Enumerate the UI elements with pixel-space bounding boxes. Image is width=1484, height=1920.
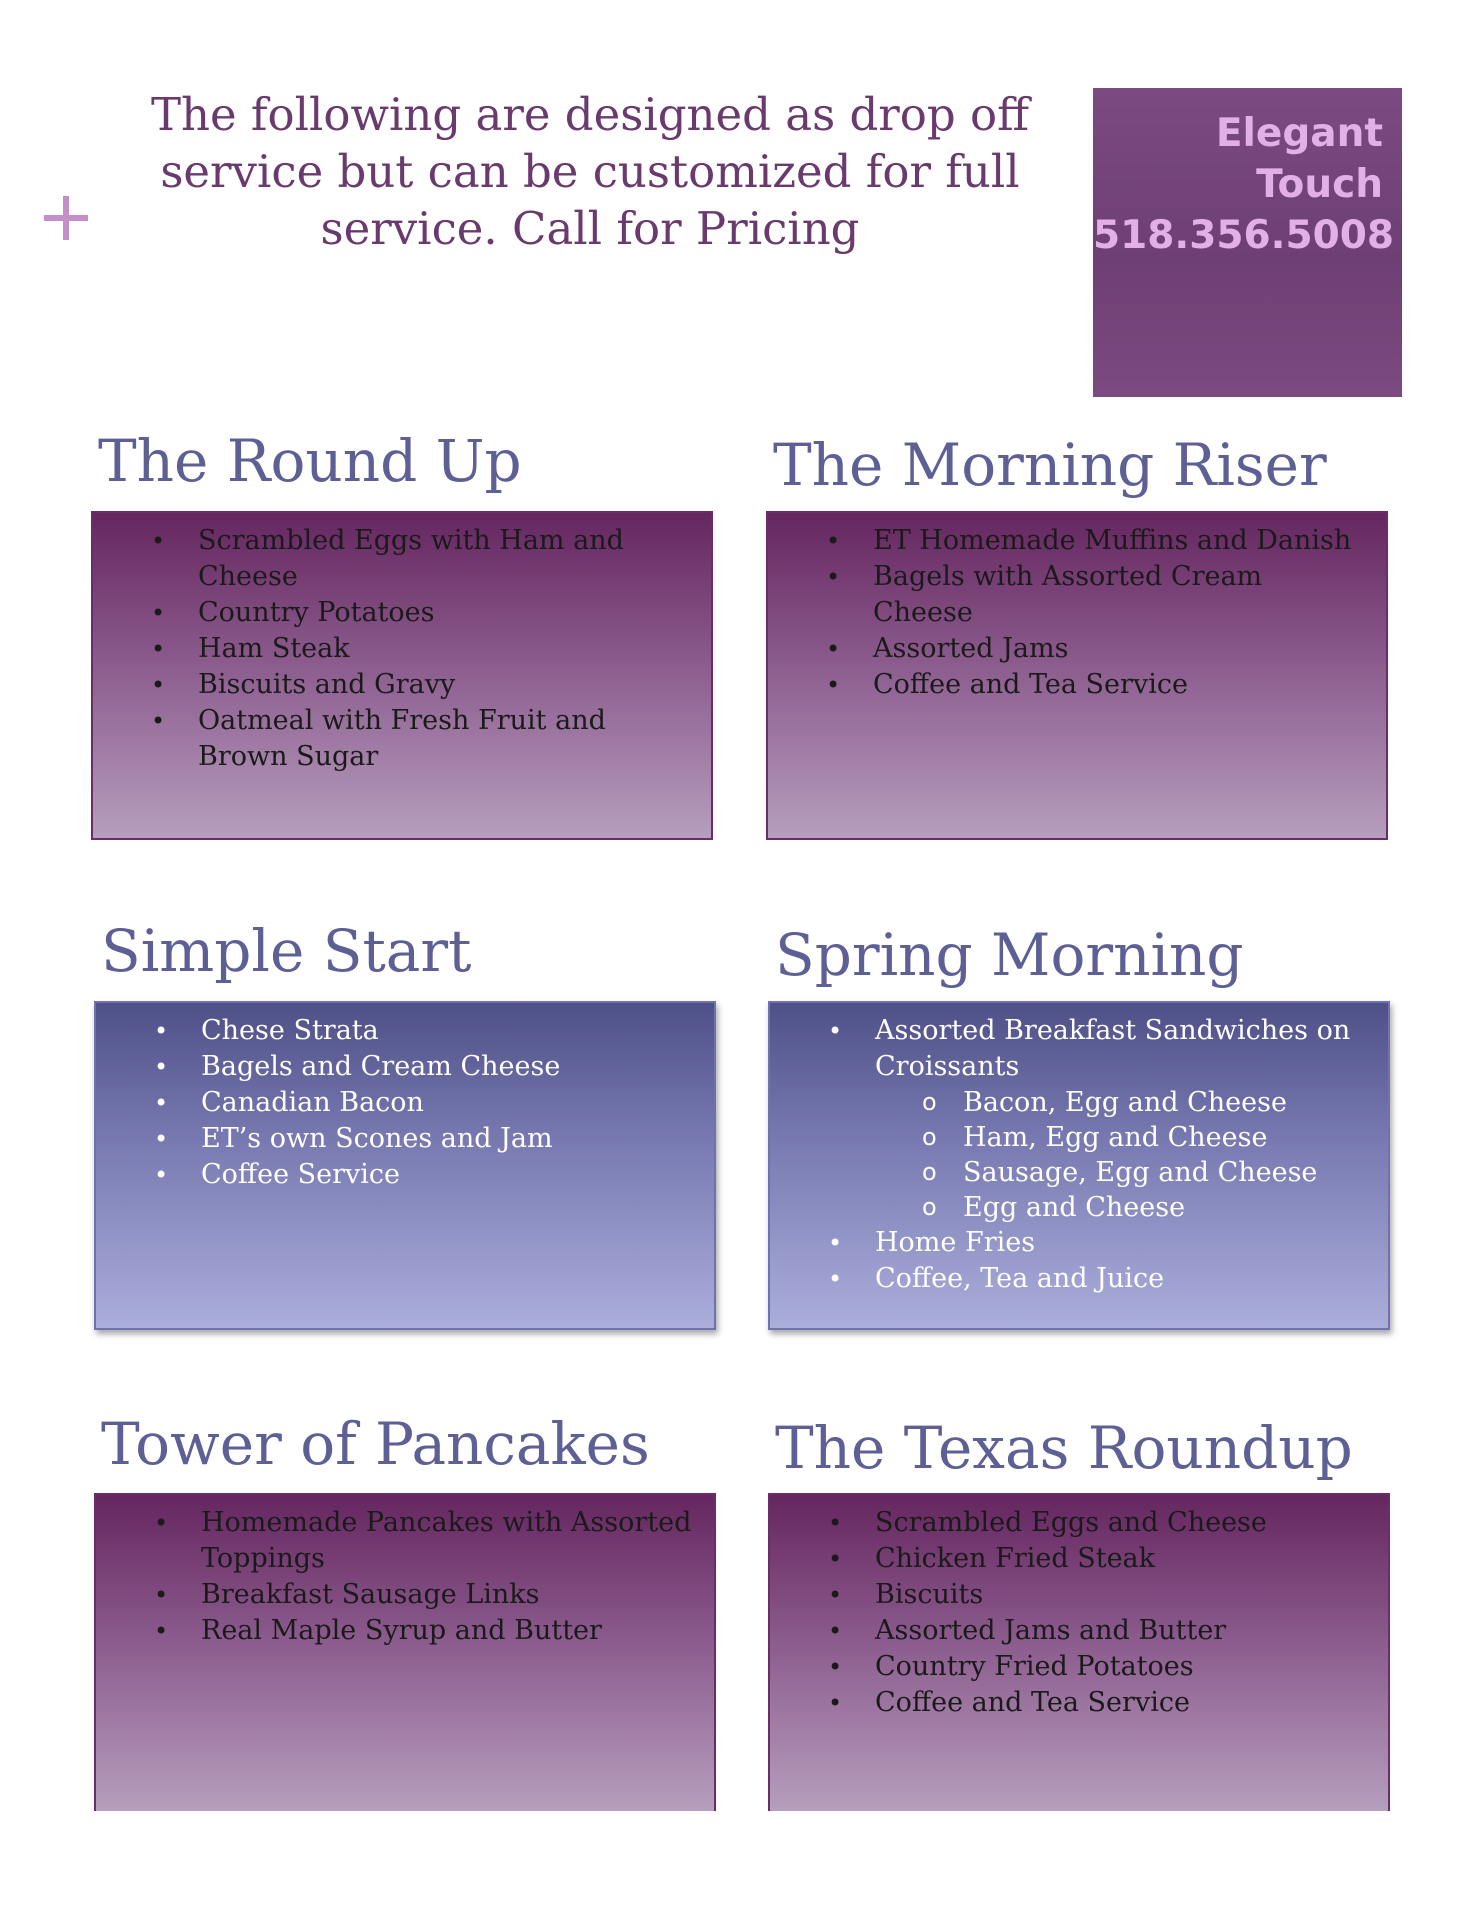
menu-item [770,1013,1368,1085]
bullet-icon: • [828,1653,843,1681]
bullet-icon: • [151,527,166,555]
bullet-icon: • [154,1089,169,1117]
menu-box-round-up [91,511,713,840]
bullet-icon: • [154,1509,169,1537]
menu-item-label: ET Homemade Muffins and Danish [873,525,1352,556]
menu-item [93,667,691,703]
menu-item-label: Biscuits and Gravy [198,669,456,700]
intro-line: service but can be customized for full [160,145,1020,198]
bullet-icon: • [154,1053,169,1081]
section-title-morning-riser: The Morning Riser [773,431,1327,499]
brand-box [1093,88,1402,397]
bullet-icon: • [151,671,166,699]
menu-item-label: ET’s own Scones and Jam [201,1123,553,1154]
menu-sub-item-label: Ham, Egg and Cheese [963,1122,1268,1153]
bullet-icon: • [828,1689,843,1717]
menu-sub-item-label: Sausage, Egg and Cheese [963,1157,1318,1188]
menu-item [768,631,1366,667]
intro-line: The following are designed as drop off [150,88,1030,141]
menu-item-label: Homemade Pancakes with Assorted Toppings [201,1507,692,1574]
menu-item [770,1649,1368,1685]
bullet-icon: • [828,1617,843,1645]
menu-box-morning-riser [766,511,1388,840]
menu-item [93,523,691,595]
menu-item-label: Assorted Breakfast Sandwiches on Croissants [875,1015,1351,1082]
section-title-texas-roundup: The Texas Roundup [775,1414,1353,1482]
menu-item [96,1049,694,1085]
menu-item [770,1505,1368,1541]
menu-box-tower-pancakes [94,1493,716,1811]
menu-item-label: Country Fried Potatoes [875,1651,1194,1682]
intro-line: service. Call for Pricing [320,202,860,255]
section-title-tower-pancakes: Tower of Pancakes [101,1410,650,1478]
menu-item-label: Canadian Bacon [201,1087,424,1118]
menu-item [770,1261,1368,1297]
menu-list [93,523,691,775]
menu-box-spring-morning [768,1001,1390,1330]
bullet-icon: • [151,635,166,663]
menu-sub-item [770,1120,1368,1155]
bullet-icon: • [154,1617,169,1645]
bullet-icon: • [828,1545,843,1573]
bullet-icon: • [826,527,841,555]
menu-list [770,1013,1368,1297]
menu-item-label: Chicken Fried Steak [875,1543,1156,1574]
menu-item [770,1577,1368,1613]
sub-bullet-icon: o [922,1193,937,1221]
menu-item [96,1121,694,1157]
menu-item [770,1225,1368,1261]
menu-item [770,1613,1368,1649]
bullet-icon: • [154,1581,169,1609]
menu-item [96,1505,694,1577]
menu-item [93,703,691,775]
menu-item-label: Bagels and Cream Cheese [201,1051,561,1082]
menu-item [768,559,1366,631]
bullet-icon: • [828,1509,843,1537]
menu-item-label: Chese Strata [201,1015,379,1046]
menu-item [96,1157,694,1193]
menu-item-label: Home Fries [875,1227,1036,1258]
section-title-round-up: The Round Up [98,427,522,495]
menu-sub-item [770,1155,1368,1190]
menu-item-label: Assorted Jams [873,633,1069,664]
menu-item-label: Scrambled Eggs with Ham and Cheese [198,525,624,592]
menu-list [96,1505,694,1649]
menu-item-label: Country Potatoes [198,597,435,628]
bullet-icon: • [828,1265,843,1293]
sub-bullet-icon: o [922,1123,937,1151]
menu-list [96,1013,694,1193]
menu-sub-item-label: Bacon, Egg and Cheese [963,1087,1287,1118]
menu-item-label: Bagels with Assorted Cream Cheese [873,561,1263,628]
menu-item-label: Breakfast Sausage Links [201,1579,540,1610]
menu-box-texas-roundup [768,1493,1390,1811]
sub-bullet-icon: o [922,1158,937,1186]
menu-item [93,595,691,631]
menu-item [768,523,1366,559]
menu-item [96,1085,694,1121]
brand-phone: 518.356.5008 [1093,213,1394,258]
bullet-icon: • [154,1161,169,1189]
menu-item [768,667,1366,703]
menu-item-label: Ham Steak [198,633,350,664]
menu-item-label: Coffee, Tea and Juice [875,1263,1165,1294]
bullet-icon: • [826,563,841,591]
menu-item [770,1685,1368,1721]
bullet-icon: • [154,1125,169,1153]
menu-sub-item [770,1190,1368,1225]
bullet-icon: • [828,1229,843,1257]
bullet-icon: • [151,707,166,735]
bullet-icon: • [154,1017,169,1045]
menu-item [770,1541,1368,1577]
menu-item-label: Coffee Service [201,1159,401,1190]
menu-item [93,631,691,667]
menu-item [96,1613,694,1649]
menu-item-label: Assorted Jams and Butter [875,1615,1227,1646]
menu-item-label: Scrambled Eggs and Cheese [875,1507,1267,1538]
intro-text [130,86,1050,257]
plus-icon [44,196,88,240]
section-title-spring-morning: Spring Morning [775,921,1244,989]
brand-name-line: Elegant [1215,111,1383,156]
menu-item-label: Biscuits [875,1579,984,1610]
menu-item [96,1577,694,1613]
bullet-icon: • [826,671,841,699]
section-title-simple-start: Simple Start [101,917,472,985]
menu-item-label: Real Maple Syrup and Butter [201,1615,602,1646]
menu-item-label: Coffee and Tea Service [873,669,1188,700]
bullet-icon: • [828,1017,843,1045]
menu-item-label: Coffee and Tea Service [875,1687,1190,1718]
bullet-icon: • [151,599,166,627]
sub-bullet-icon: o [922,1088,937,1116]
menu-item [96,1013,694,1049]
bullet-icon: • [828,1581,843,1609]
bullet-icon: • [826,635,841,663]
menu-sub-item [770,1085,1368,1120]
brand-name-line: Touch [1256,162,1383,207]
menu-item-label: Oatmeal with Fresh Fruit and Brown Sugar [198,705,606,772]
menu-list [770,1505,1368,1721]
menu-box-simple-start [94,1001,716,1330]
menu-list [768,523,1366,703]
menu-sub-item-label: Egg and Cheese [963,1192,1186,1223]
